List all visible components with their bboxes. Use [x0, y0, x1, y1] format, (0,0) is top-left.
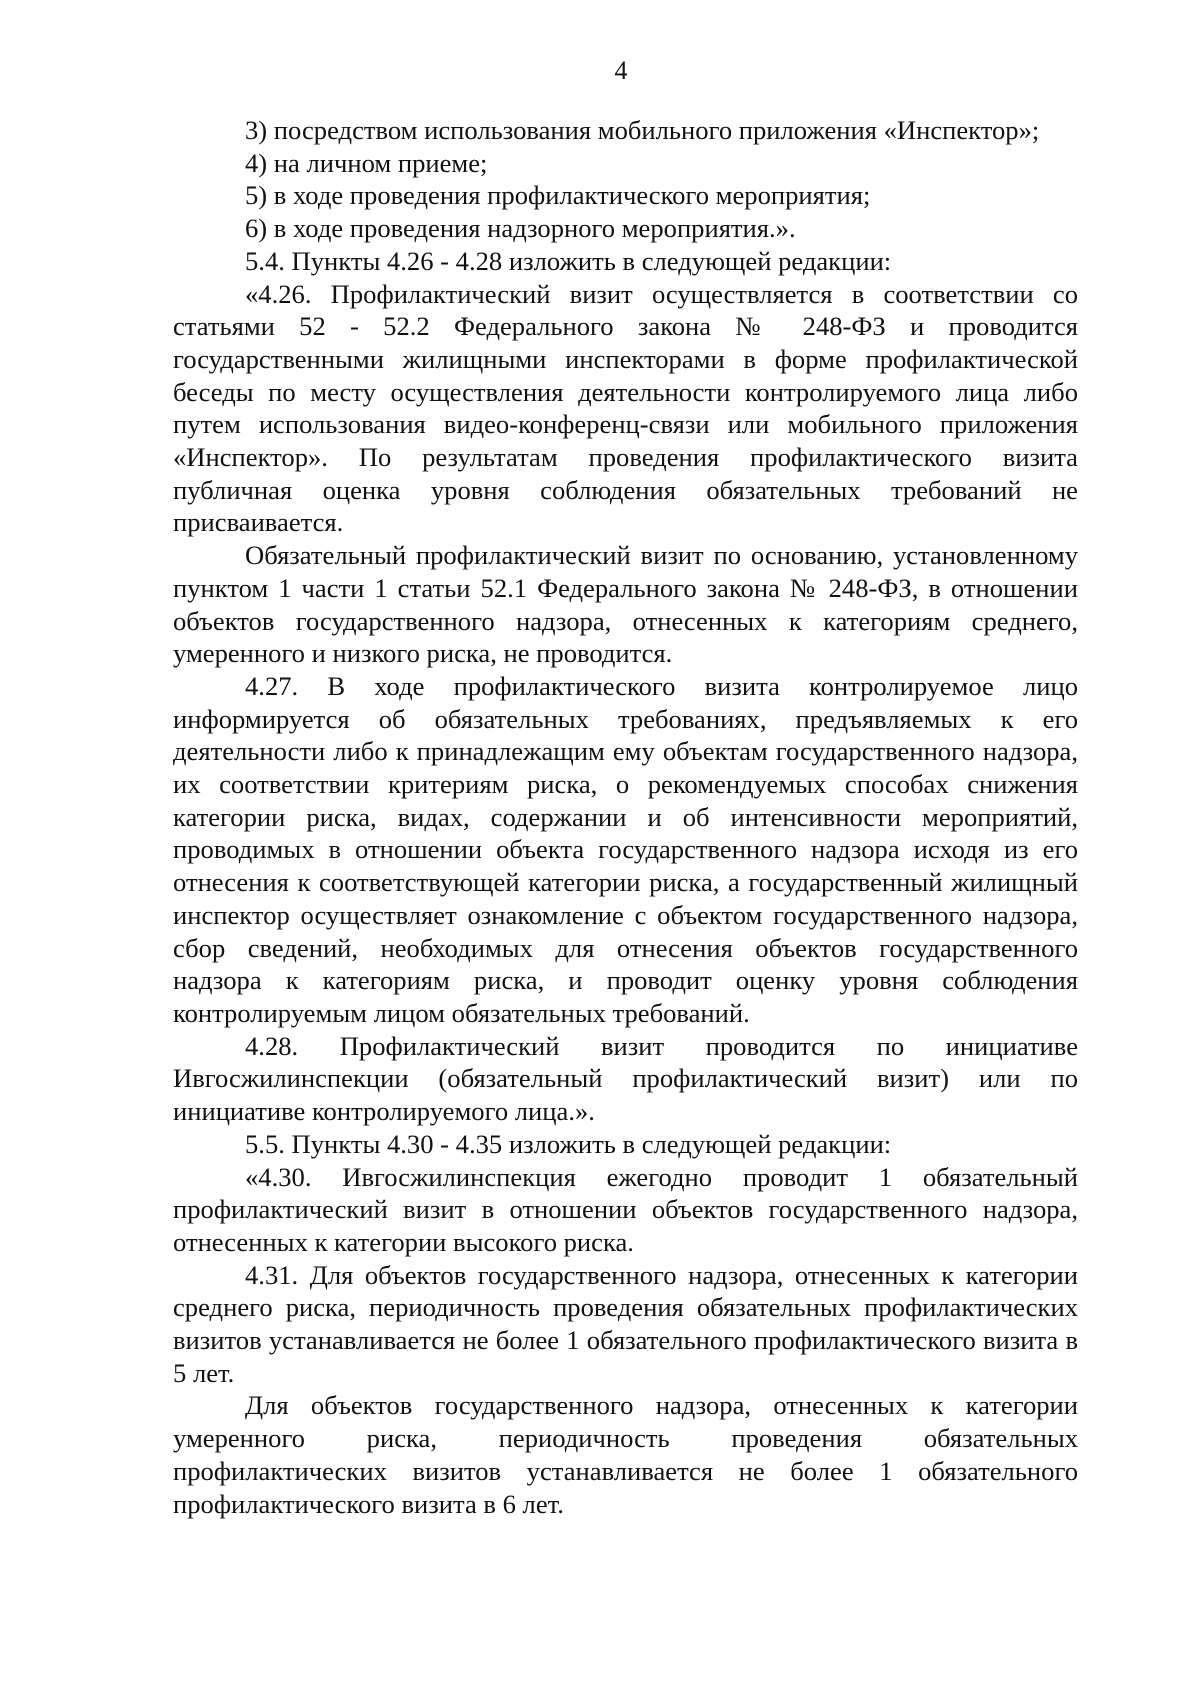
paragraph-clause-4-27: 4.27. В ходе профилактического визита контролируемое лицо информируется об обязательных требованиях, предъявляемых к его деятельности либо к принадлежащим ему объектам государственного надзора, их соответствии критериям риска, о рекомендуемых способах снижения категории риска, видах, содержании и об интенсивности мероприятий, проводимых в отношении объекта государственного надзора исходя из его отнесения к соответствующей категории риска, а государственный жилищный инспектор осуществляет ознакомление с объектом государственного надзора, сбор сведений, необходимых для отнесения объектов государственного надзора к категориям риска, и проводит оценку уровня соблюдения контролируемым лицом обязательных требований. — [173, 670, 1078, 1028]
paragraph-item-5: 5) в ходе проведения профилактического мероприятия; — [245, 180, 871, 211]
paragraph-clause-5-4: 5.4. Пункты 4.26 - 4.28 изложить в следующей редакции: — [245, 245, 892, 276]
paragraph-clause-4-28: 4.28. Профилактический визит проводится по инициативе Ивгосжилинспекции (обязательный профилактический визит) или по инициативе контролируемого лица.». — [173, 1030, 1078, 1127]
paragraph-item-3: 3) посредством использования мобильного приложения «Инспектор»; — [245, 115, 1040, 145]
paragraph-clause-4-30: «4.30. Ивгосжилинспекция ежегодно проводит 1 обязательный профилактический визит в отношении объектов государственного надзора, отнесенных к категории высокого риска. — [173, 1161, 1078, 1257]
paragraph-mandatory-visit: Обязательный профилактический визит по основанию, установленному пунктом 1 части 1 статьи 52.1 Федерального закона № 248-ФЗ, в отношении объектов государственного надзора, отнесенных к категориям среднего, умеренного и низкого риска, не проводится. — [173, 540, 1078, 669]
document-body — [173, 114, 1078, 1520]
paragraph-clause-4-26: «4.26. Профилактический визит осуществляется в соответствии со статьями 52 - 52.2 Федерального закона № 248-ФЗ и проводится государственными жилищными инспекторами в форме профилактической беседы по месту осуществления деятельности контролируемого лица либо путем использования видео-конференц-связи или мобильного приложения «Инспектор». По результатам проведения профилактического визита публичная оценка уровня соблюдения обязательных требований не присваивается. — [173, 278, 1078, 538]
paragraph-clause-5-5: 5.5. Пункты 4.30 - 4.35 изложить в следующей редакции: — [245, 1128, 892, 1159]
page-number: 4 — [614, 56, 628, 85]
paragraph-moderate-risk: Для объектов государственного надзора, отнесенных к категории умеренного риска, периодичность проведения обязательных профилактических визитов устанавливается не более 1 обязательного профилактического визита в 6 лет. — [173, 1390, 1078, 1519]
paragraph-item-4: 4) на личном приеме; — [245, 147, 488, 178]
paragraph-item-6: 6) в ходе проведения надзорного мероприятия.». — [245, 213, 796, 244]
paragraph-clause-4-31: 4.31. Для объектов государственного надзора, отнесенных к категории среднего риска, периодичность проведения обязательных профилактических визитов устанавливается не более 1 обязательного профилактического визита в 5 лет. — [173, 1259, 1078, 1388]
